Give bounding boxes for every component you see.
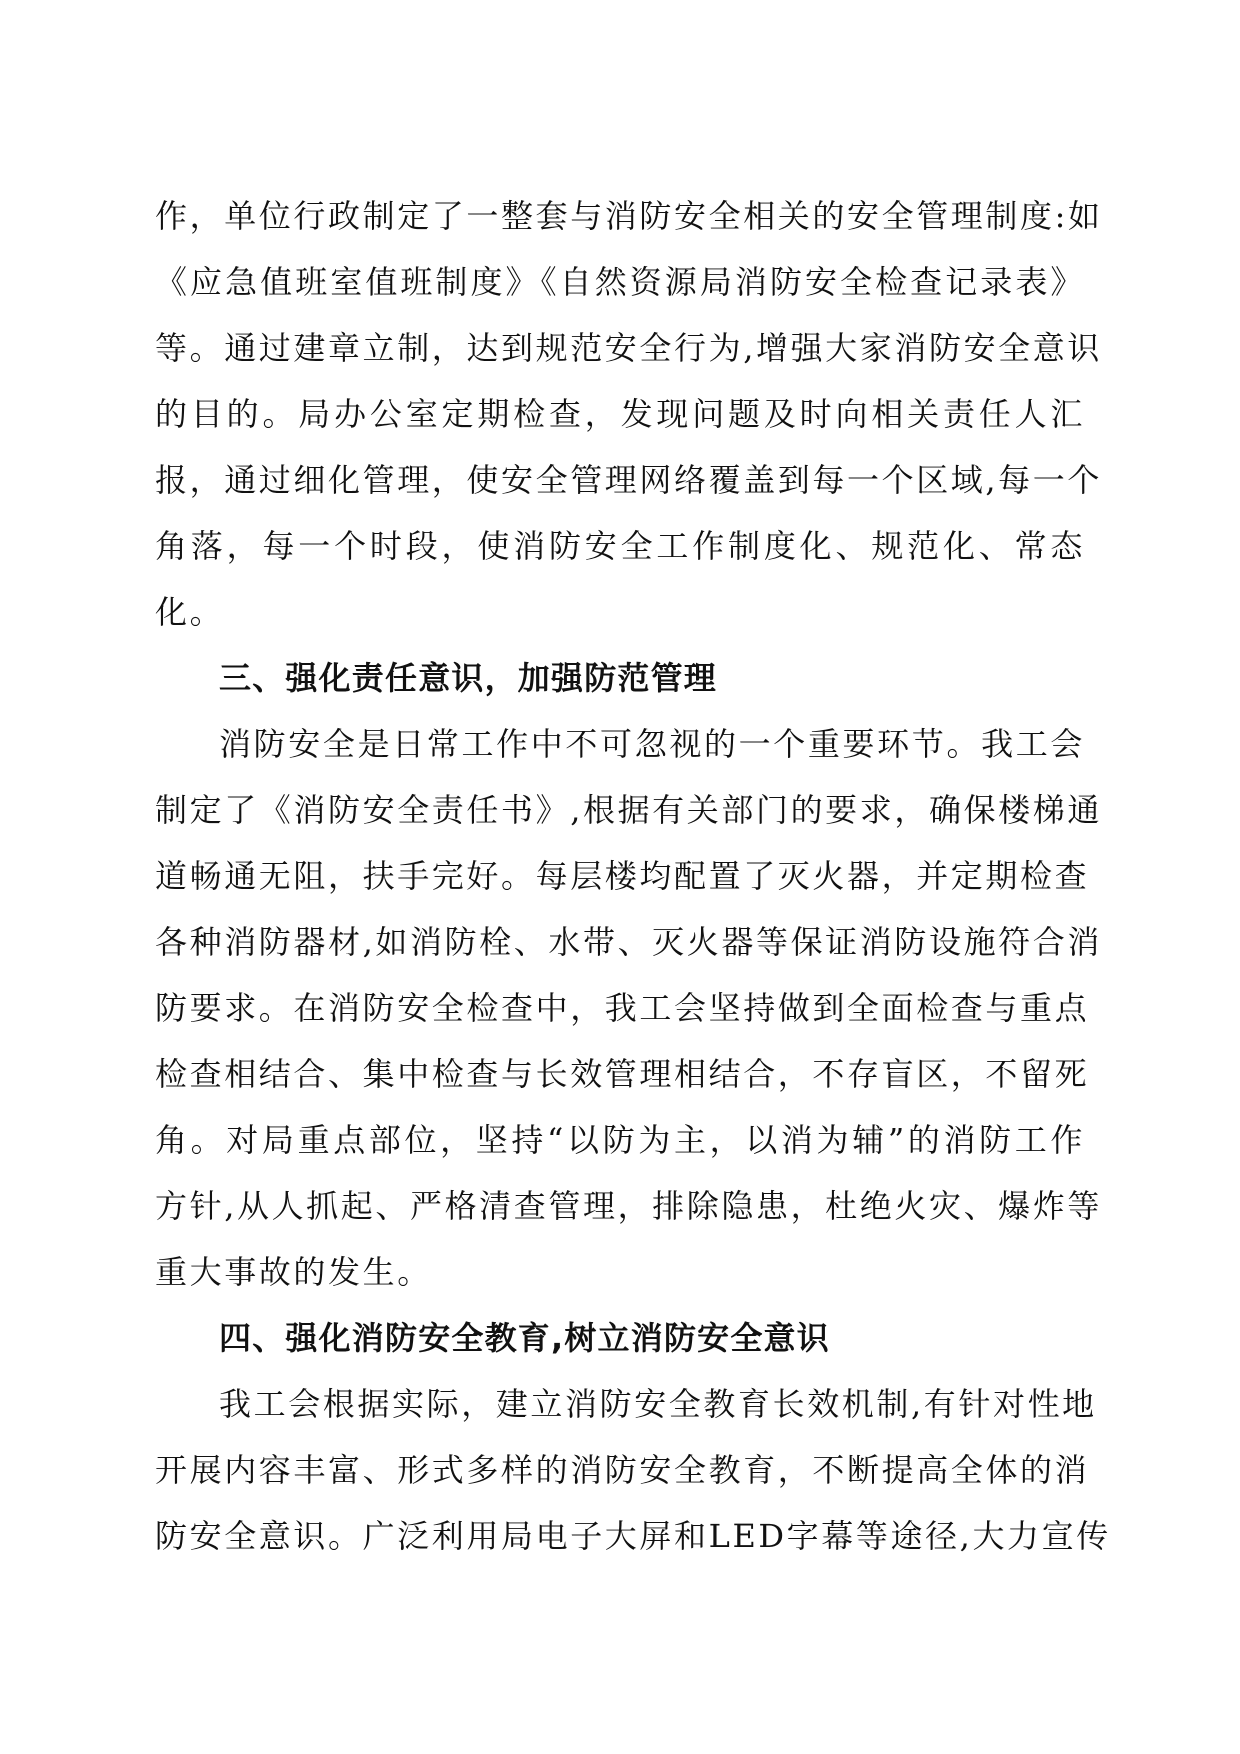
paragraph-line: 开展内容丰富、形式多样的消防安全教育，不断提高全体的消 xyxy=(155,1451,1090,1489)
paragraph-line: 《应急值班室值班制度》《自然资源局消防安全检查记录表》 xyxy=(155,263,1085,301)
paragraph-line: 我工会根据实际，建立消防安全教育长效机制,有针对性地 xyxy=(219,1385,1097,1423)
paragraph-line: 防要求。在消防安全检查中，我工会坚持做到全面检查与重点 xyxy=(155,989,1090,1027)
paragraph-line: 重大事故的发生。 xyxy=(155,1253,432,1291)
paragraph-line: 方针,从人抓起、严格清查管理，排除隐患，杜绝火灾、爆炸等 xyxy=(155,1187,1102,1225)
paragraph-line: 消防安全是日常工作中不可忽视的一个重要环节。我工会 xyxy=(219,725,1085,763)
paragraph-line: 的目的。局办公室定期检查，发现问题及时向相关责任人汇 xyxy=(155,395,1085,433)
section-heading: 四、强化消防安全教育,树立消防安全意识 xyxy=(219,1319,830,1357)
paragraph-line: 化。 xyxy=(155,593,225,631)
document-body xyxy=(155,183,1111,1569)
paragraph-line: 角。对局重点部位，坚持“以防为主，以消为辅”的消防工作 xyxy=(155,1121,1085,1159)
paragraph-line: 各种消防器材,如消防栓、水带、灭火器等保证消防设施符合消 xyxy=(155,923,1102,961)
paragraph-line: 制定了《消防安全责任书》,根据有关部门的要求，确保楼梯通 xyxy=(155,791,1102,829)
paragraph-line: 报，通过细化管理，使安全管理网络覆盖到每一个区域,每一个 xyxy=(155,461,1102,499)
paragraph-line: 检查相结合、集中检查与长效管理相结合，不存盲区，不留死 xyxy=(155,1055,1090,1093)
paragraph-line: 道畅通无阻，扶手完好。每层楼均配置了灭火器，并定期检查 xyxy=(155,857,1090,895)
paragraph-line: 作，单位行政制定了一整套与消防安全相关的安全管理制度:如 xyxy=(155,197,1103,235)
paragraph-line: 防安全意识。广泛利用局电子大屏和LED字幕等途径,大力宣传 xyxy=(155,1517,1111,1555)
paragraph-line: 角落，每一个时段，使消防安全工作制度化、规范化、常态 xyxy=(155,527,1085,565)
paragraph-line: 等。通过建章立制，达到规范安全行为,增强大家消防安全意识 xyxy=(155,329,1102,367)
section-heading: 三、强化责任意识，加强防范管理 xyxy=(219,659,718,697)
